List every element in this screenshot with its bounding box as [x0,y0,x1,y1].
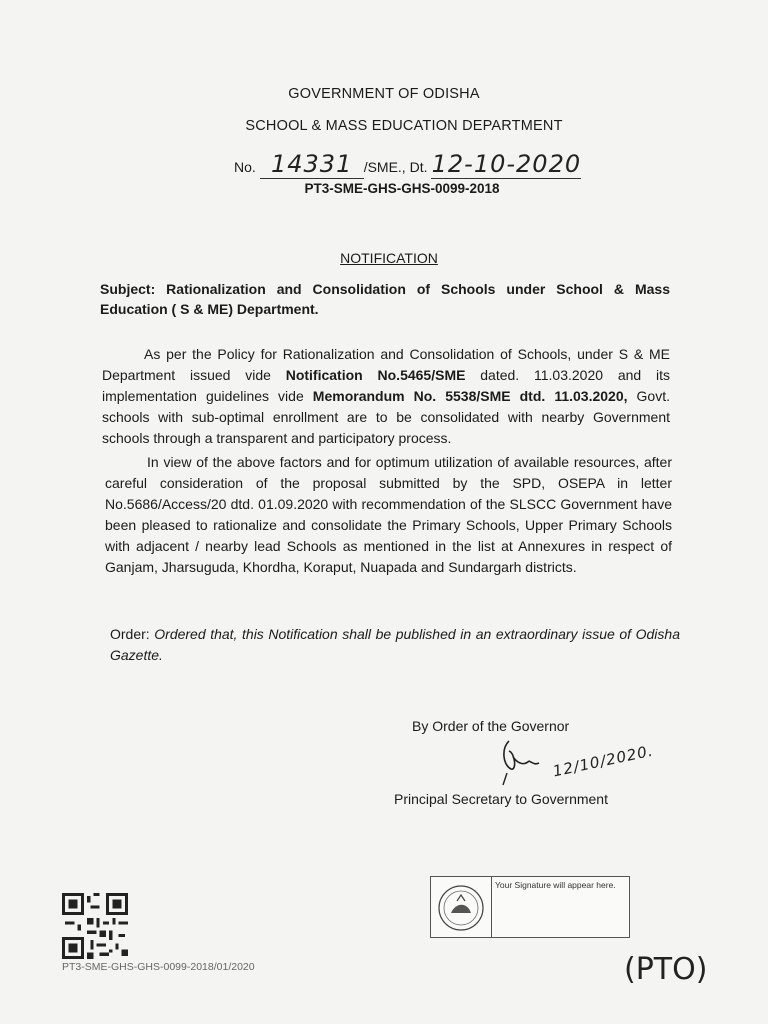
qr-code-icon [62,893,128,959]
notification-title: NOTIFICATION [340,250,438,266]
memorandum-reference: Memorandum No. 5538/SME dtd. 11.03.2020, [312,388,628,404]
order-text: Ordered that, this Notification shall be published in an extraordinary issue of Odisha Gazette. [110,626,680,663]
subject-line: Subject: Rationalization and Consolidation of Schools under School & Mass Education ( S & ME) Department. [100,281,670,317]
by-order-text: By Order of the Governor [412,718,570,734]
notification-reference: Notification No.5465/SME [285,367,466,383]
pto-handwritten: (PTO) [624,952,708,987]
government-heading: GOVERNMENT OF ODISHA [288,86,480,102]
no-label: No. [234,159,256,175]
paragraph-order-details: In view of the above factors and for optimum utilization of available resources, after careful consideration of the proposal submitted by the SPD, OSEPA in letter No.5686/Access/20 dtd. 01.09.2020 with recommendation of the SLSCC Government have been pleased to rationalize and consolidate the Primary Schools, Upper Primary Schools with adjacent / nearby lead Schools as mentioned in the list at Annexures in respect of Ganjam, Jharsuguda, Khordha, Koraput, Nuapada and Sundargarh districts. [105,454,672,575]
letter-number-line [234,150,581,179]
digital-signature-box [430,876,630,938]
department-heading: SCHOOL & MASS EDUCATION DEPARTMENT [245,118,563,134]
paragraph-policy: As per the Policy for Rationalization and Consolidation of Schools, under S & ME Department issued vide Notification No.5465/SME dated. 11.03.2020 and its implementation guidelines vide Memorandum No. 5538/SME dtd. 11.03.2020, Govt. schools with sub-optimal enrollment are to be consolidated with nearby Government schools through a transparent and participatory process. [102,346,670,446]
odisha-emblem-icon [431,877,492,937]
designation: Principal Secretary to Government [394,791,608,807]
order-label: Order: [110,626,150,642]
signature-placeholder: Your Signature will appear here. [495,880,616,890]
signature-date: 12/10/2020. [551,741,655,781]
order-statement [110,624,680,666]
file-reference: PT3-SME-GHS-GHS-0099-2018 [304,181,500,196]
letter-number: 14331 [271,150,353,178]
footer-reference: PT3-SME-GHS-GHS-0099-2018/01/2020 [62,961,255,973]
letter-date: 12-10-2020 [431,150,582,178]
sme-label: /SME., Dt. [363,159,428,175]
